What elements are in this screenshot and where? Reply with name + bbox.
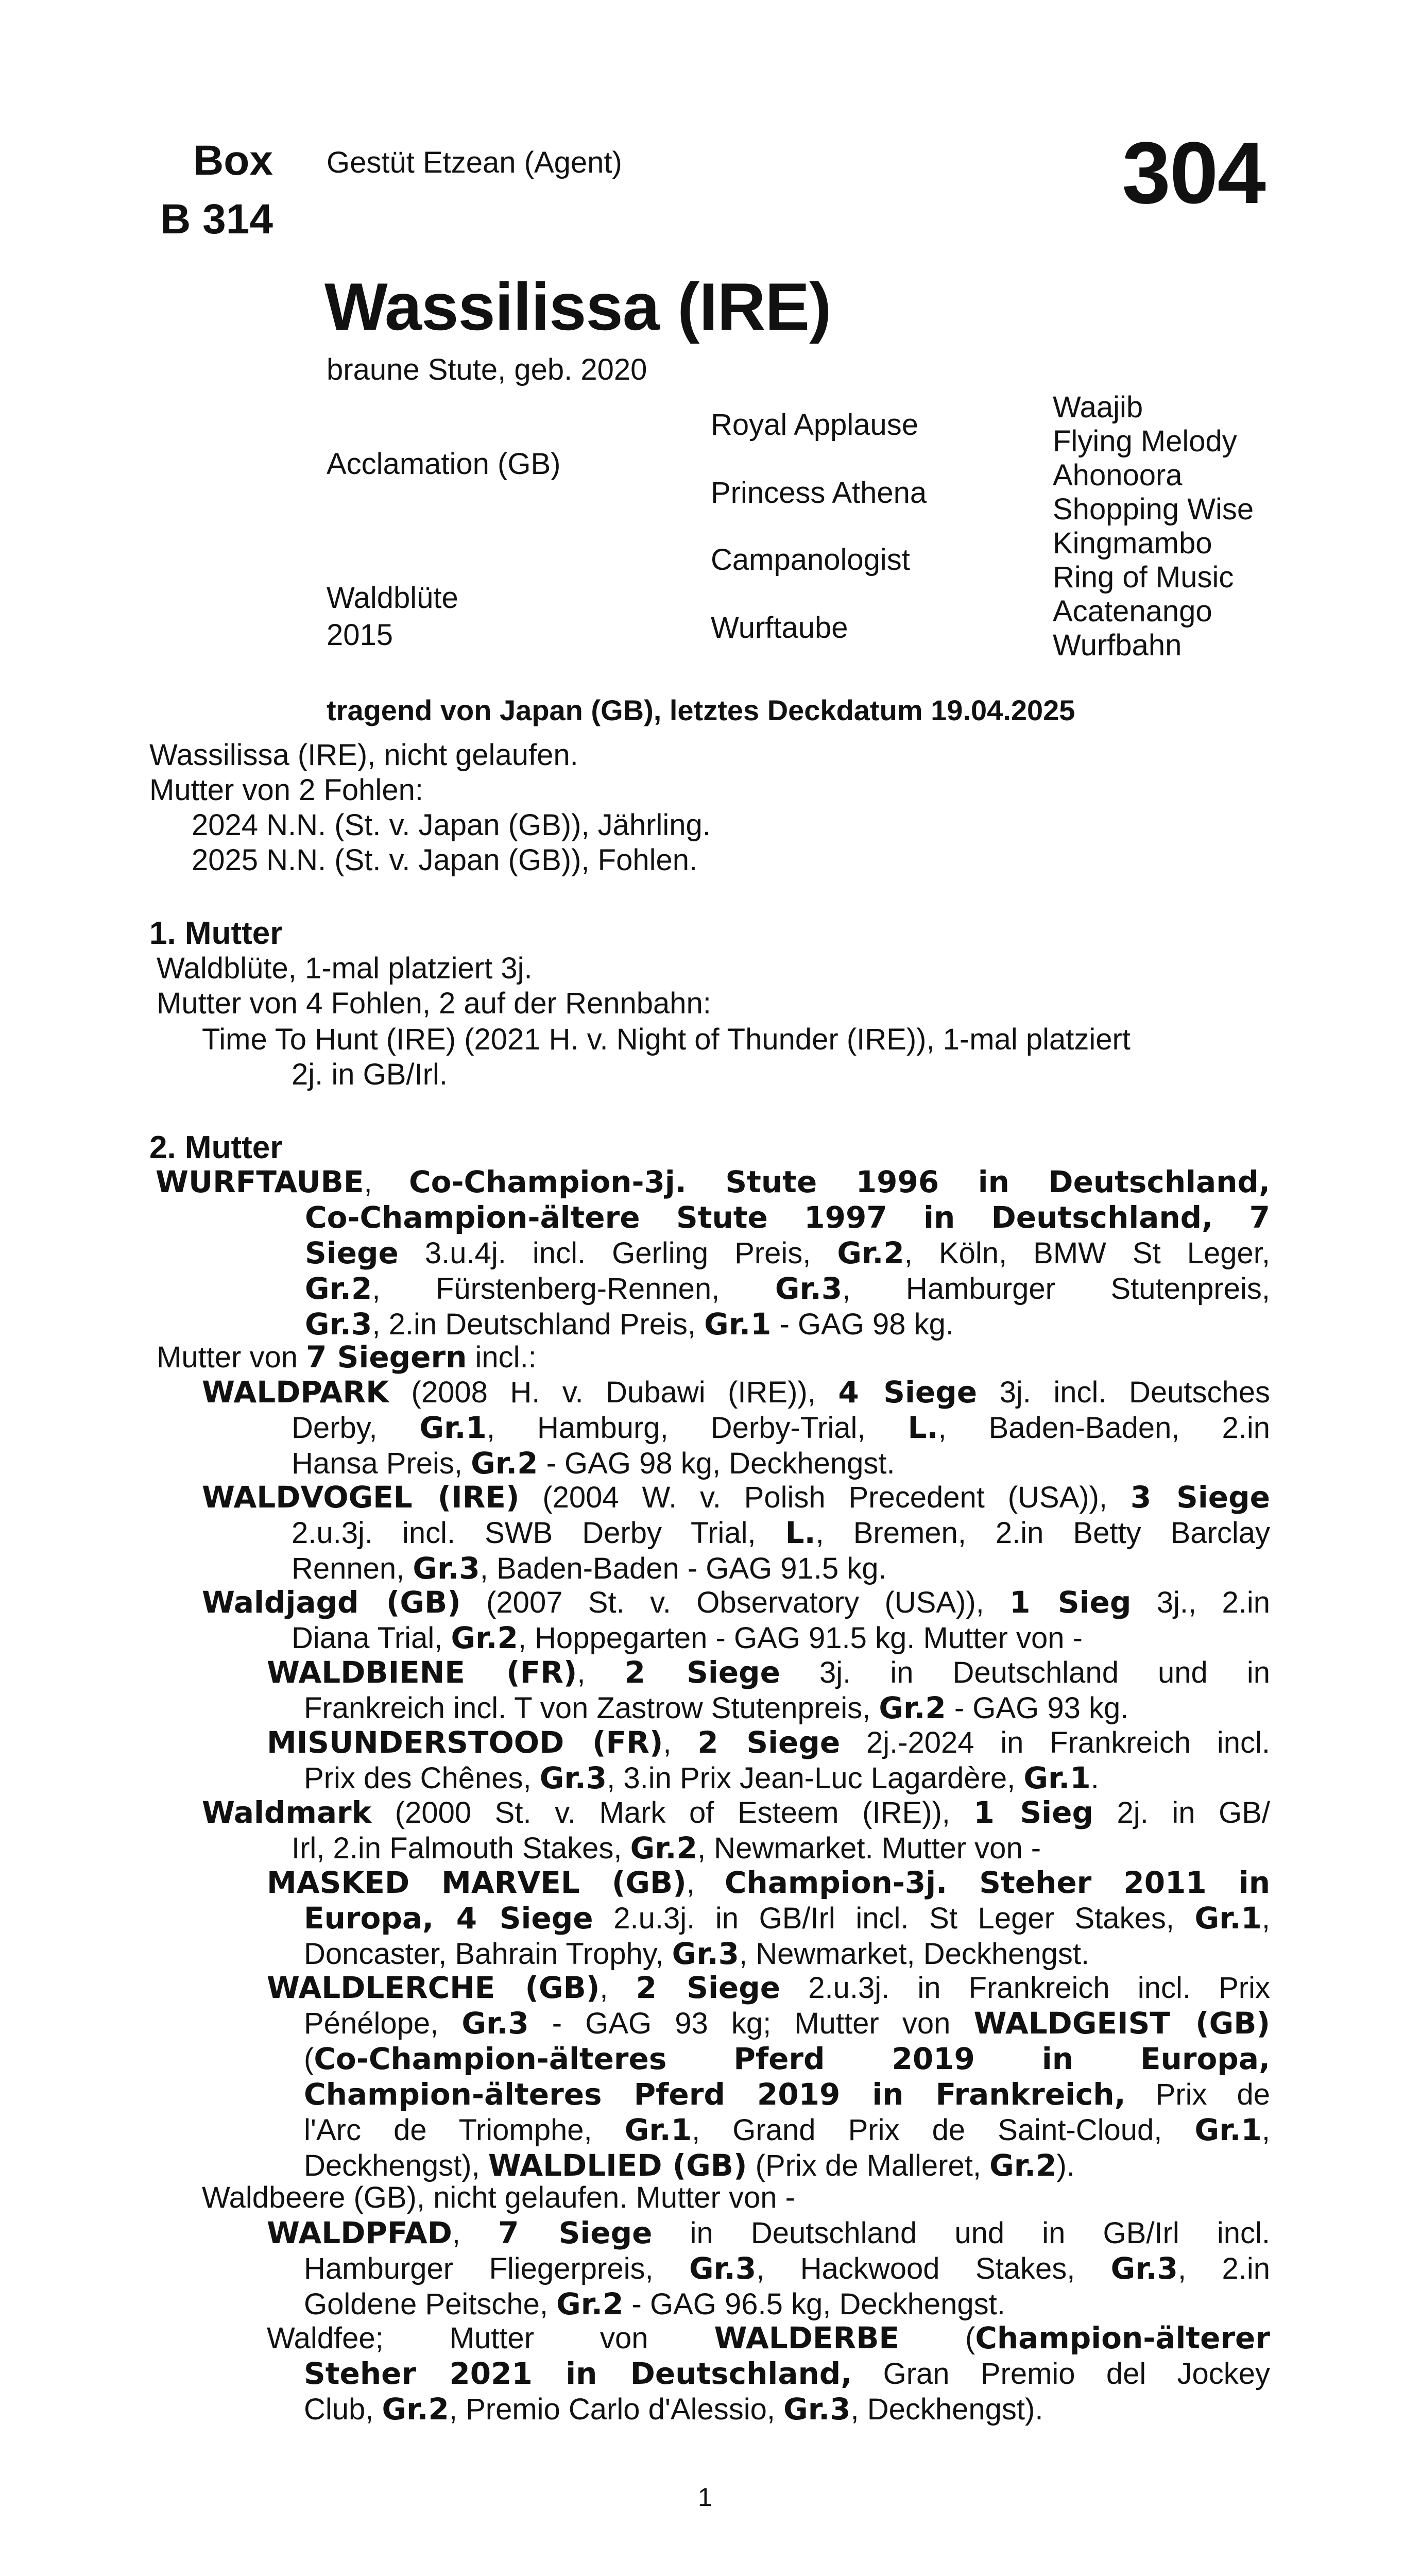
text-line — [304, 2356, 1270, 2392]
text-segment: Gr.3 — [461, 2006, 529, 2041]
foals-summary: Mutter von 2 Fohlen: — [149, 773, 423, 807]
text-segment: , Fürstenberg-Rennen, — [372, 1272, 775, 1306]
text-segment: Gran Premio del Jockey — [852, 2357, 1270, 2391]
text-segment: Gr.1 — [1194, 2112, 1262, 2147]
offspring-waldjagd — [202, 1585, 1270, 1656]
pedigree-grandparent: Wurftaube — [711, 611, 848, 645]
text-line — [304, 2148, 1270, 2183]
text-segment: WURFTAUBE — [156, 1164, 364, 1199]
text-segment: - GAG 98 kg. — [771, 1308, 954, 1341]
text-segment: WALDBIENE (FR) — [267, 1655, 577, 1690]
pedigree-dam-year: 2015 — [327, 618, 393, 652]
text-segment: , — [686, 1866, 725, 1900]
text-segment: 2 Siege — [697, 1725, 841, 1760]
text-segment: , Newmarket. Mutter von - — [697, 1832, 1041, 1865]
horse-description: braune Stute, geb. 2020 — [327, 353, 647, 386]
text-segment: 2 Siege — [636, 1970, 781, 2005]
text-segment: - GAG 93 kg; Mutter von — [528, 2007, 974, 2040]
text-line — [202, 1795, 1270, 1831]
pedigree-sire: Acclamation (GB) — [327, 447, 561, 481]
text-segment: 1 Sieg — [1009, 1585, 1132, 1620]
text-line — [305, 1200, 1270, 1235]
text-segment: Prix de — [1125, 2078, 1270, 2111]
text-line — [292, 1620, 1270, 1656]
text-segment: Frankreich incl. T von Zastrow Stutenpreis, — [304, 1691, 879, 1725]
text-segment: , Hoppegarten - GAG 91.5 kg. Mutter von - — [518, 1621, 1083, 1655]
text-segment: incl.: — [467, 1341, 537, 1374]
foal-entry: 2025 N.N. (St. v. Japan (GB)), Fohlen. — [192, 843, 698, 877]
text-segment: 3j. incl. Deutsches — [977, 1376, 1270, 1409]
pedigree-great-grandparent: Wurfbahn — [1053, 629, 1182, 662]
text-line — [292, 1515, 1270, 1551]
text-segment: Gr.2 — [471, 1446, 538, 1481]
text-segment: Gr.1 — [624, 2112, 692, 2147]
text-line — [157, 1340, 537, 1375]
offspring-misunderstood — [267, 1725, 1270, 1796]
text-line — [267, 2215, 1270, 2251]
text-segment: Champion-älterer — [975, 2320, 1270, 2355]
winners-summary — [157, 1340, 537, 1375]
text-segment: Waldmark — [202, 1795, 372, 1830]
text-segment: (2007 St. v. Observatory (USA)), — [460, 1586, 1010, 1619]
text-segment: , — [663, 1726, 698, 1759]
text-segment: ). — [1056, 2149, 1075, 2182]
text-line — [267, 1865, 1270, 1901]
text-segment: Gr.1 — [1194, 1901, 1262, 1936]
text-segment: 3 Siege — [1130, 1480, 1270, 1515]
covering-note: tragend von Japan (GB), letztes Deckdatum 19.04.2025 — [327, 694, 1075, 726]
text-segment: l'Arc de Triomphe, — [304, 2113, 625, 2147]
text-segment: 1 Sieg — [973, 1795, 1093, 1830]
text-segment: , Newmarket, Deckhengst. — [739, 1937, 1090, 1971]
text-segment: Mutter von — [157, 1341, 306, 1374]
text-segment: WALDLIED (GB) — [488, 2148, 747, 2183]
text-segment: Prix des Chênes, — [304, 1761, 540, 1795]
text-segment: MISUNDERSTOOD (FR) — [267, 1725, 663, 1760]
text-segment: , 3.in Prix Jean-Luc Lagardère, — [607, 1761, 1024, 1795]
text-line — [292, 1831, 1270, 1866]
text-segment: , Hamburger Stutenpreis, — [842, 1272, 1270, 1306]
page-number: 1 — [698, 2483, 712, 2512]
pedigree-great-grandparent: Kingmambo — [1053, 527, 1212, 560]
text-line — [292, 1410, 1270, 1446]
text-line — [304, 1901, 1270, 1936]
text-segment: Champion-3j. Steher 2011 in — [724, 1865, 1270, 1900]
text-segment: Hamburger Fliegerpreis, — [304, 2252, 689, 2285]
first-dam-foals: Mutter von 4 Fohlen, 2 auf der Rennbahn: — [157, 987, 711, 1020]
text-segment: Gr.3 — [672, 1936, 739, 1971]
wurftaube-entry — [156, 1164, 1270, 1342]
text-segment: Derby, — [292, 1411, 420, 1445]
foal-entry: 2024 N.N. (St. v. Japan (GB)), Jährling. — [192, 808, 711, 842]
text-segment: , Hackwood Stakes, — [756, 2252, 1111, 2285]
text-segment: Gr.3 — [783, 2392, 851, 2427]
text-segment: , 2.in — [1178, 2252, 1270, 2285]
text-segment: WALDGEIST (GB) — [973, 2006, 1270, 2041]
text-segment: (2000 St. v. Mark of Esteem (IRE)), — [371, 1796, 974, 1829]
text-segment: Gr.3 — [305, 1307, 372, 1342]
text-segment: Gr.2 — [382, 2392, 449, 2427]
text-segment: 2j. in GB/ — [1093, 1796, 1270, 1829]
text-segment: , — [1261, 2113, 1270, 2147]
text-segment: Steher 2021 in Deutschland, — [304, 2356, 852, 2391]
text-segment: WALDPFAD — [267, 2215, 452, 2250]
text-segment: , — [600, 1971, 636, 2005]
text-line — [267, 1725, 1270, 1760]
text-segment: Co-Champion-ältere Stute 1997 in Deutschland, 7 — [305, 1200, 1270, 1235]
text-segment: WALDERBE — [714, 2320, 900, 2355]
pedigree-great-grandparent: Ahonoora — [1053, 459, 1183, 492]
offspring-waldmark — [202, 1795, 1270, 1866]
text-segment: WALDLERCHE (GB) — [267, 1970, 600, 2005]
text-line — [304, 2006, 1270, 2041]
text-segment: Waldfee; Mutter von — [267, 2321, 714, 2355]
text-segment: 7 Siege — [498, 2215, 653, 2250]
text-segment: 4 Siege — [838, 1375, 978, 1410]
text-segment: Diana Trial, — [292, 1621, 451, 1655]
text-segment: Gr.2 — [451, 1620, 518, 1655]
text-line — [267, 1970, 1270, 2006]
offspring-waldpark — [202, 1375, 1270, 1481]
text-segment: - GAG 98 kg, Deckhengst. — [538, 1447, 895, 1480]
text-segment: 2.u.3j. in GB/Irl incl. St Leger Stakes, — [593, 1902, 1195, 1935]
text-line — [202, 2180, 1270, 2215]
pedigree-great-grandparent: Shopping Wise — [1053, 493, 1254, 526]
text-segment: MASKED MARVEL (GB) — [267, 1865, 687, 1900]
text-segment: Doncaster, Bahrain Trophy, — [304, 1937, 672, 1971]
text-line — [156, 1164, 1270, 1200]
text-segment: Siege — [305, 1235, 399, 1270]
lot-number: 304 — [1122, 124, 1265, 222]
text-segment: (2004 W. v. Polish Precedent (USA)), — [519, 1481, 1131, 1514]
text-segment: Gr.2 — [556, 2286, 624, 2321]
text-segment: L. — [785, 1515, 816, 1550]
text-segment: 2.u.3j. incl. SWB Derby Trial, — [292, 1516, 785, 1550]
text-segment: Gr.3 — [689, 2251, 757, 2286]
text-segment: , Premio Carlo d'Alessio, — [449, 2393, 784, 2426]
text-segment: , Hamburg, Derby-Trial, — [486, 1411, 908, 1445]
text-line — [304, 2392, 1270, 2427]
text-segment: , Grand Prix de Saint-Cloud, — [692, 2113, 1195, 2147]
text-segment: , — [577, 1656, 625, 1689]
pedigree-great-grandparent: Ring of Music — [1053, 561, 1234, 594]
text-segment: ( — [304, 2042, 314, 2076]
text-line — [202, 1480, 1270, 1515]
first-dam-record: Waldblüte, 1-mal platziert 3j. — [157, 952, 533, 985]
text-segment: Gr.2 — [630, 1831, 697, 1866]
text-segment: 3j., 2.in — [1131, 1586, 1270, 1619]
text-segment: , Baden-Baden, 2.in — [938, 1411, 1270, 1445]
pedigree-great-grandparent: Flying Melody — [1053, 425, 1237, 458]
text-line — [202, 1375, 1270, 1410]
text-line — [304, 2251, 1270, 2286]
text-segment: , — [364, 1165, 409, 1199]
text-line — [292, 1551, 1270, 1586]
text-segment: Gr.1 — [1023, 1760, 1091, 1795]
text-segment: , — [1261, 1902, 1270, 1935]
text-segment: Gr.2 — [879, 1690, 946, 1725]
text-line — [304, 1760, 1270, 1796]
text-segment: - GAG 93 kg. — [946, 1691, 1129, 1725]
text-line — [305, 1235, 1270, 1271]
text-segment: , — [452, 2216, 499, 2250]
text-line — [305, 1307, 1270, 1342]
text-segment: 7 Siegern — [306, 1340, 467, 1375]
text-segment: Waldjagd (GB) — [202, 1585, 461, 1620]
text-segment: 2.u.3j. in Frankreich incl. Prix — [780, 1971, 1270, 2005]
text-segment: Club, — [304, 2393, 382, 2426]
text-segment: Rennen, — [292, 1552, 413, 1585]
text-segment: Gr.2 — [989, 2148, 1057, 2183]
text-segment: ( — [899, 2321, 975, 2355]
text-segment: Goldene Peitsche, — [304, 2287, 557, 2321]
box-number: B 314 — [160, 196, 273, 243]
first-dam-offspring: Time To Hunt (IRE) (2021 H. v. Night of Thunder (IRE)), 1-mal platziert — [202, 1023, 1131, 1056]
pedigree-great-grandparent: Acatenango — [1053, 595, 1212, 628]
horse-name: Wassilissa (IRE) — [324, 269, 831, 344]
text-segment: (2008 H. v. Dubawi (IRE)), — [389, 1376, 838, 1409]
text-segment: Co-Champion-3j. Stute 1996 in Deutschland, — [409, 1164, 1270, 1199]
pedigree-grandparent: Campanologist — [711, 543, 910, 577]
text-segment: 2j.-2024 in Frankreich incl. — [840, 1726, 1270, 1759]
text-line — [304, 1936, 1270, 1972]
text-line — [202, 1585, 1270, 1620]
text-line — [304, 2041, 1270, 2077]
text-line — [267, 1655, 1270, 1690]
text-segment: . — [1090, 1761, 1099, 1795]
text-segment: Gr.3 — [775, 1271, 843, 1306]
text-segment: Co-Champion-älteres Pferd 2019 in Europa, — [314, 2041, 1270, 2076]
text-segment: Hansa Preis, — [292, 1447, 471, 1480]
text-segment: in Deutschland und in GB/Irl incl. — [652, 2216, 1270, 2250]
text-segment: Deckhengst), — [304, 2149, 488, 2182]
offspring-waldfee — [267, 2320, 1270, 2427]
offspring-waldvogel — [202, 1480, 1270, 1586]
text-segment: (Prix de Malleret, — [747, 2149, 990, 2182]
consignor: Gestüt Etzean (Agent) — [327, 146, 622, 179]
text-segment: Gr.2 — [837, 1235, 904, 1270]
text-segment: 2 Siege — [624, 1655, 780, 1690]
first-dam-heading: 1. Mutter — [149, 916, 283, 951]
text-segment: L. — [908, 1410, 938, 1445]
text-segment: Irl, 2.in Falmouth Stakes, — [292, 1832, 630, 1865]
text-segment: Champion-älteres Pferd 2019 in Frankreich, — [304, 2077, 1126, 2112]
pedigree-grandparent: Princess Athena — [711, 476, 927, 510]
text-segment: Gr.1 — [419, 1410, 487, 1445]
first-dam-offspring-continued: 2j. in GB/Irl. — [292, 1058, 448, 1091]
text-segment: WALDPARK — [202, 1375, 389, 1410]
text-segment: Europa, 4 Siege — [304, 1901, 593, 1936]
text-segment: , Bremen, 2.in Betty Barclay — [815, 1516, 1270, 1550]
offspring-waldbeere — [202, 2180, 1270, 2215]
text-line — [305, 1271, 1270, 1307]
offspring-masked-marvel — [267, 1865, 1270, 1972]
pedigree-dam: Waldblüte — [327, 581, 458, 615]
text-segment: , 2.in Deutschland Preis, — [372, 1308, 705, 1341]
pedigree-grandparent: Royal Applause — [711, 408, 919, 442]
text-segment: Gr.3 — [413, 1551, 480, 1586]
text-segment: Pénélope, — [304, 2007, 462, 2040]
race-record: Wassilissa (IRE), nicht gelaufen. — [149, 738, 578, 772]
text-line — [304, 2077, 1270, 2112]
text-segment: Gr.2 — [305, 1271, 372, 1306]
text-segment: 3j. in Deutschland und in — [780, 1656, 1270, 1689]
text-segment: 3.u.4j. incl. Gerling Preis, — [398, 1236, 837, 1270]
text-segment: Waldbeere (GB), nicht gelaufen. Mutter von - — [202, 2181, 795, 2214]
text-segment: - GAG 96.5 kg, Deckhengst. — [623, 2287, 1005, 2321]
text-line — [267, 2320, 1270, 2356]
text-line — [304, 1690, 1270, 1726]
text-segment: , Köln, BMW St Leger, — [904, 1236, 1270, 1270]
box-label: Box — [193, 137, 273, 184]
second-dam-heading: 2. Mutter — [149, 1130, 283, 1165]
text-line — [292, 1446, 1270, 1481]
offspring-waldpfad — [267, 2215, 1270, 2322]
pedigree-great-grandparent: Waajib — [1053, 391, 1143, 424]
text-segment: , Baden-Baden - GAG 91.5 kg. — [480, 1552, 887, 1585]
text-segment: , Deckhengst). — [850, 2393, 1043, 2426]
text-segment: Gr.3 — [1110, 2251, 1178, 2286]
text-line — [304, 2112, 1270, 2148]
offspring-waldbiene — [267, 1655, 1270, 1726]
text-line — [304, 2286, 1270, 2322]
text-segment: WALDVOGEL (IRE) — [202, 1480, 520, 1515]
offspring-waldlerche — [267, 1970, 1270, 2183]
text-segment: Gr.1 — [704, 1307, 772, 1342]
text-segment: Gr.3 — [539, 1760, 607, 1795]
